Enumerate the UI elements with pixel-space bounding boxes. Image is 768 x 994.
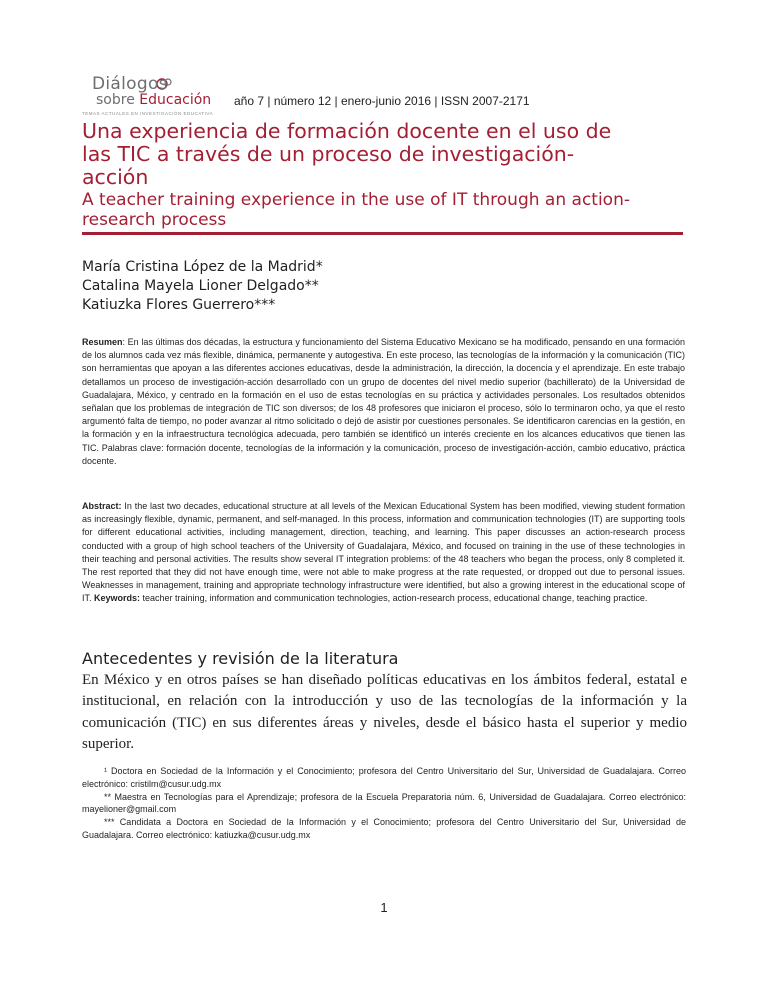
footnote: *** Candidata a Doctora en Sociedad de la Información y el Conocimiento; profesora del Centro Universitario del Sur, Universidad de Guadalajara. Correo electrónico: katiuzka@cusur.udg.mx — [82, 817, 686, 840]
keywords-text: teacher training, information and communication technologies, action-research process, educational change, teaching practice. — [140, 593, 648, 604]
logo-tagline: TEMAS ACTUALES EN INVESTIGACIÓN EDUCATIVA — [82, 111, 214, 116]
author-name: Catalina Mayela Lioner Delgado** — [82, 278, 319, 294]
title-divider — [82, 232, 683, 235]
article-title-english: A teacher training experience in the use of IT through an action-research process — [82, 190, 630, 230]
abstract-english-label: Abstract: — [82, 501, 122, 511]
journal-logo — [82, 74, 222, 124]
logo-wordmark-line1: Diálogos — [92, 74, 168, 94]
logo-wordmark-line2 — [96, 92, 211, 108]
page-number: 1 — [380, 900, 388, 915]
author-name: Katiuzka Flores Guerrero*** — [82, 297, 276, 313]
footnotes — [82, 765, 686, 842]
abstract-spanish-label: Resumen — [82, 337, 123, 347]
author-list — [82, 258, 323, 315]
footnote: ¹ Doctora en Sociedad de la Información y el Conocimiento; profesora del Centro Universitario del Sur, Universidad de Guadalajara. Correo electrónico: cristilm@cusur.udg.mx — [82, 766, 686, 789]
logo-word-sobre: sobre — [96, 92, 140, 108]
abstract-english — [82, 500, 685, 606]
footnote: ** Maestra en Tecnologías para el Aprendizaje; profesora de la Escuela Preparatoria núm. 6, Universidad de Guadalajara. Correo electrónico: mayelioner@gmail.com — [82, 791, 686, 815]
issue-info: año 7 | número 12 | enero-junio 2016 | ISSN 2007-2171 — [234, 94, 530, 108]
logo-word-educacion: Educación — [139, 92, 212, 108]
section-heading: Antecedentes y revisión de la literatura — [82, 649, 399, 668]
body-paragraph: En México y en otros países se han diseñado políticas educativas en los ámbitos federal, estatal e institucional, en relación con la introducción y uso de las tecnologías de la información y la comunicación (TIC) en sus diferentes áreas y niveles, desde el básico hasta el superior y medio superior. — [82, 672, 687, 752]
author-name: María Cristina López de la Madrid* — [82, 259, 323, 275]
keywords-label: Keywords: — [94, 593, 141, 604]
abstract-spanish — [82, 336, 685, 468]
article-title-spanish: Una experiencia de formación docente en el uso de las TIC a través de un proceso de investigación-acción — [82, 119, 612, 189]
abstract-english-text: In the last two decades, educational structure at all levels of the Mexican Educational System has been modified, viewing student formation as increasingly flexible, dynamic, permanent, and self-managed. In this process, information and communication technologies (IT) are supporting tools for different educational activities, including management, direction, teaching, and learning. This paper discusses an action-research process conducted with a group of high school teachers of the University of Guadalajara, México, and focused on training in the use of these technologies in their teaching and personal activities. The results show several IT integration problems: of the 48 teachers who began the process, only 8 completed it. The rest reported that they did not have enough time, were not able to make progress at the rate requested, or dropped out due to personal issues. Weaknesses in management, training and appropriate technology infrastructure were identified, but also a growing interest in the educational scope of IT. — [82, 501, 685, 604]
abstract-spanish-text: : En las últimas dos décadas, la estructura y funcionamiento del Sistema Educativo Mexicano se ha modificado, pensando en una formación de los alumnos cada vez más flexible, dinámica, permanente y autogestiva. En este proceso, las tecnologías de la información y la comunicación (TIC) son herramientas que apoyan a las diferentes acciones educativas, desde la administración, la dirección, la docencia y el aprendizaje. En este trabajo detallamos un proceso de investigación-acción desarrollado con un grupo de docentes del nivel medio superior (bachillerato) de la Universidad de Guadalajara, México, y centrado en la formación en el uso de estas tecnologías en su práctica y actividades personales. Los resultados obtenidos señalan que los problemas de integración de TIC son diversos; de los 48 profesores que iniciaron el proceso, sólo lo terminaron ocho, ya que el resto argumentó falta de tiempo, no poder avanzar al ritmo solicitado o dejó de asistir por cuestiones personales. Se identificaron carencias en la gestión, en la formación y en la infraestructura tecnológica adecuada, pero también se identificó un interés creciente en los alcances educativos que tienen las TIC. Palabras clave: formación docente, tecnologías de la información y la comunicación, proceso de investigación-acción, cambio educativo, práctica docente. — [82, 337, 685, 466]
